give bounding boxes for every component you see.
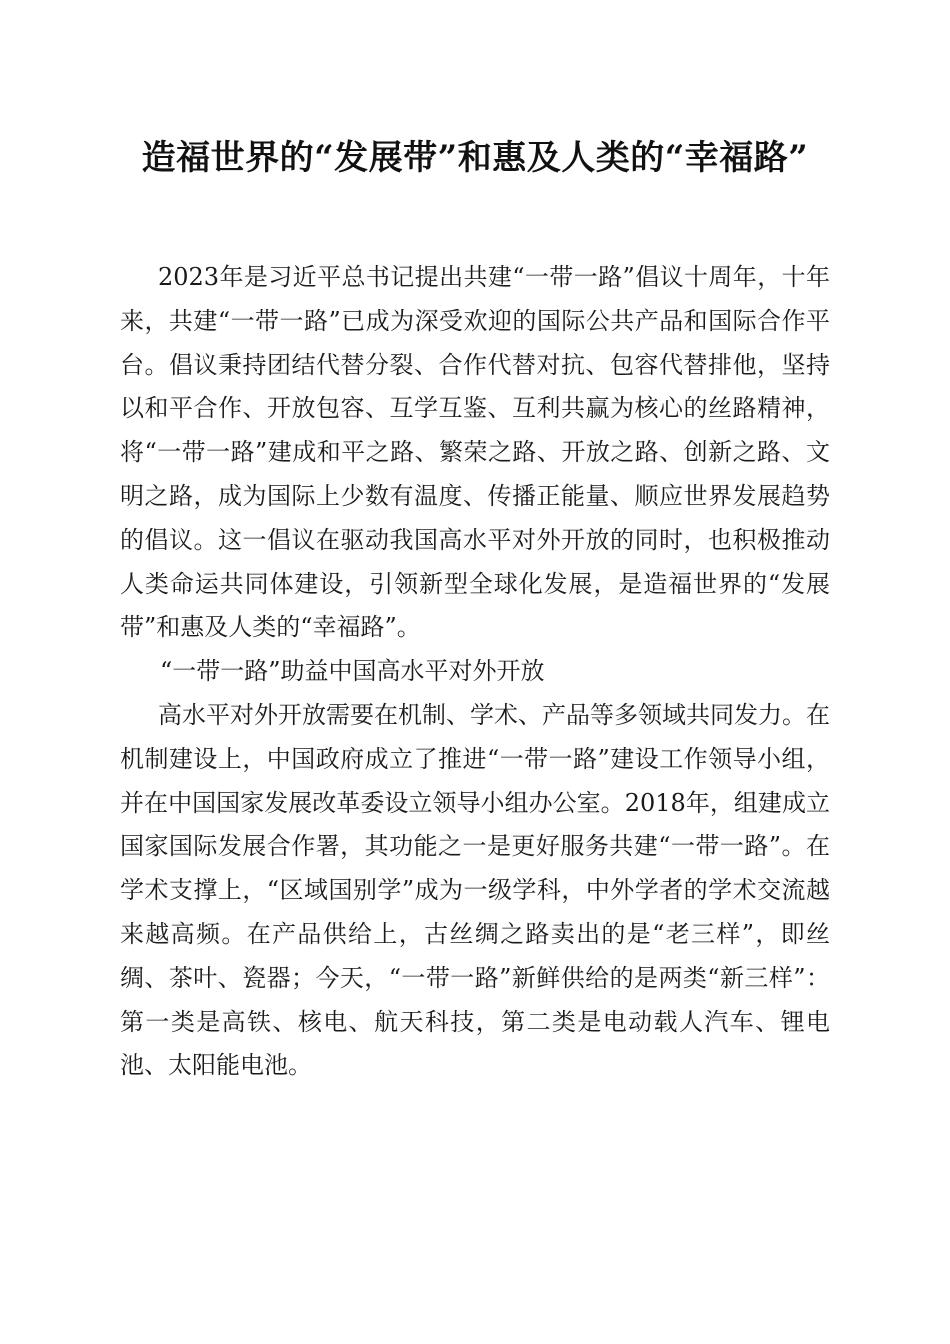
document-body <box>120 256 830 1088</box>
section-heading: “一带一路”助益中国高水平对外开放 <box>160 657 545 686</box>
document-title: 造福世界的“发展带”和惠及人类的“幸福路” <box>141 138 809 178</box>
intro-paragraph: 2023年是习近平总书记提出共建“一带一路”倡议十周年，十年来，共建“一带一路”已成为深受欢迎的国际公共产品和国际合作平台。倡议秉持团结代替分裂、合作代替对抗、包容代替排他，坚持以和平合作、开放包容、互学互鉴、互利共赢为核心的丝路精神，将“一带一路”建成和平之路、繁荣之路、开放之路、创新之路、文明之路，成为国际上少数有温度、传播正能量、顺应世界发展趋势的倡议。这一倡议在驱动我国高水平对外开放的同时，也积极推动人类命运共同体建设，引领新型全球化发展，是造福世界的“发展带”和惠及人类的“幸福路”。 <box>120 263 830 642</box>
section-paragraph: 高水平对外开放需要在机制、学术、产品等多领域共同发力。在机制建设上，中国政府成立了推进“一带一路”建设工作领导小组，并在中国国家发展改革委设立领导小组办公室。2018年，组建成立国家国际发展合作署，其功能之一是更好服务共建“一带一路”。在学术支撑上，“区域国别学”成为一级学科，中外学者的学术交流越来越高频。在产品供给上，古丝绸之路卖出的是“老三样”，即丝绸、茶叶、瓷器；今天，“一带一路”新鲜供给的是两类“新三样”：第一类是高铁、核电、航天科技，第二类是电动载人汽车、锂电池、太阳能电池。 <box>120 700 830 1080</box>
